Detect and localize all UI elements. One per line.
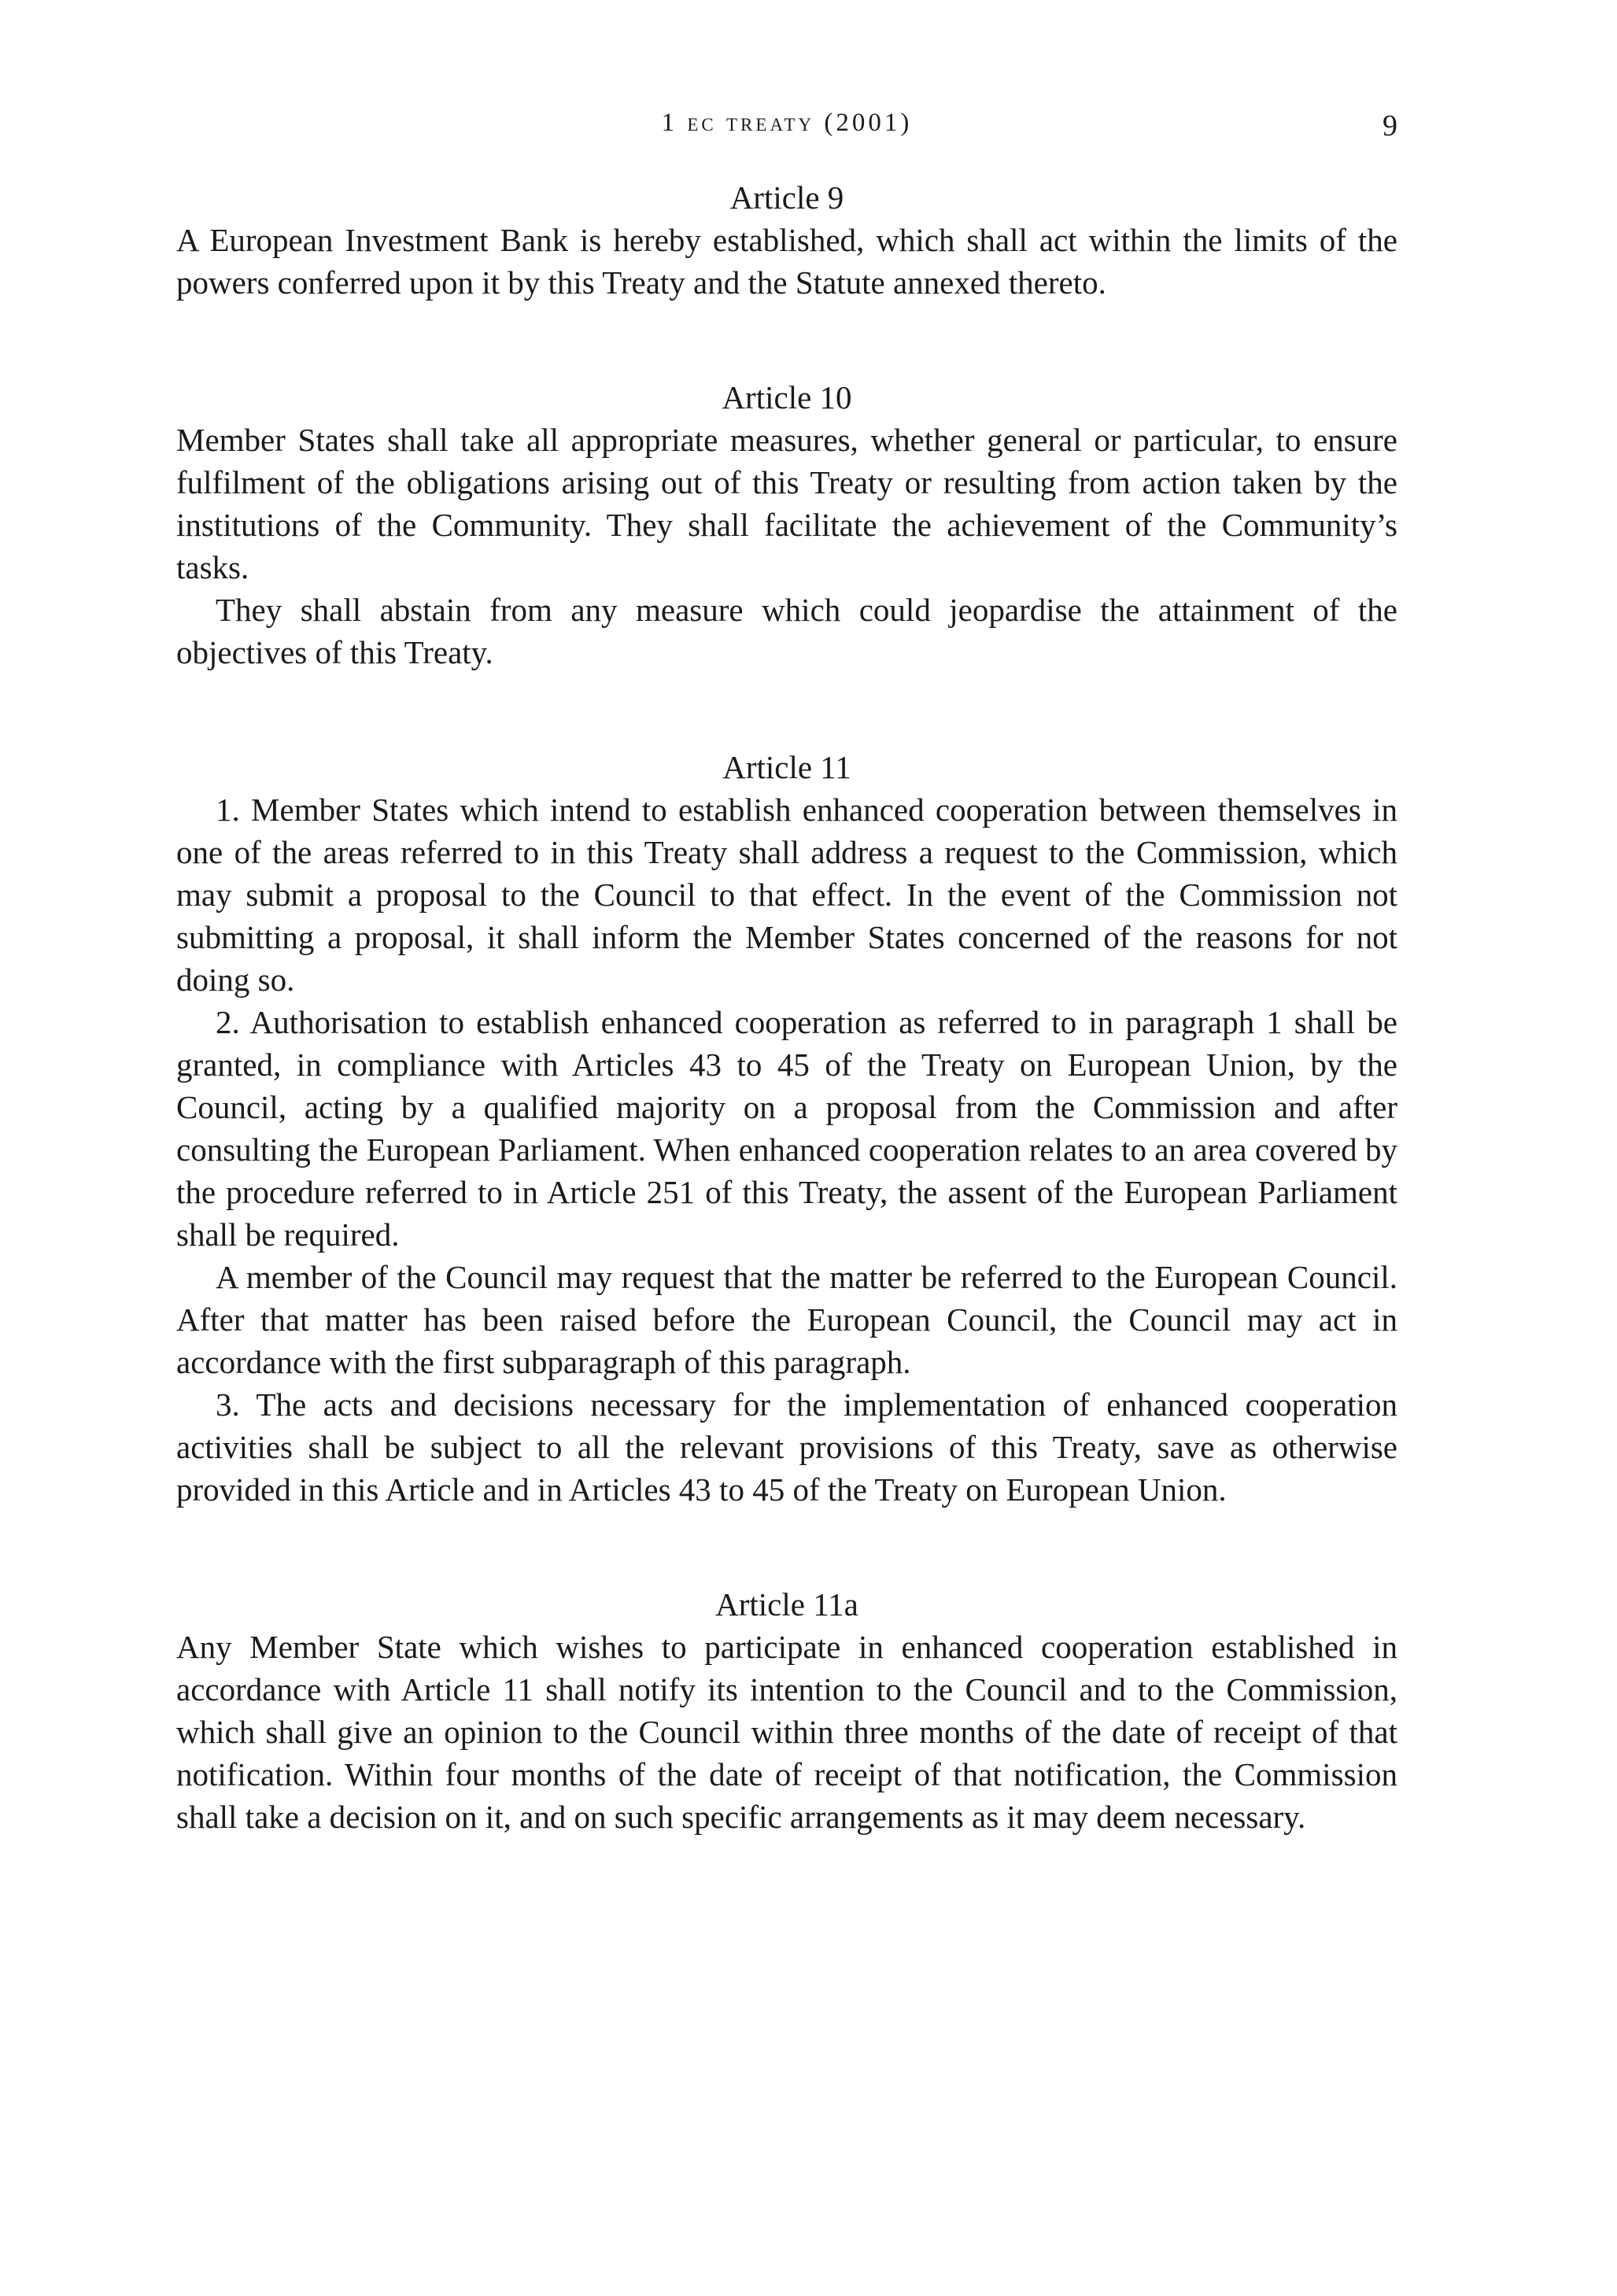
article-paragraph: A member of the Council may request that the matter be referred to the European Council. After that matter has been raised before the European Council, the Council may act in accordance with the first subparagraph of this paragraph. <box>176 1259 1397 1380</box>
article-paragraph: 1. Member States which intend to establish enhanced cooperation between themselves in one of the areas referred to in this Treaty shall address a request to the Commission, which may submit a proposal to the Council to that effect. In the event of the Commission not submitting a proposal, it shall inform the Member States concerned of the reasons for not doing so. <box>176 792 1397 998</box>
article-list <box>176 176 1397 1910</box>
article-heading: Article 11a <box>715 1586 858 1622</box>
document-page <box>176 0 1397 2296</box>
article-heading: Article 11 <box>722 749 851 785</box>
running-header <box>176 109 1397 148</box>
article-9 <box>176 176 1397 304</box>
article-10 <box>176 376 1397 674</box>
article-11 <box>176 746 1397 1511</box>
page-number: 9 <box>1383 109 1397 142</box>
article-paragraph: 2. Authorisation to establish enhanced cooperation as referred to in paragraph 1 shall be granted, in compliance with Articles 43 to 45 of the Treaty on European Union, by the Council, acting by a qualified majority on a proposal from the Commission and after consulting the European Parliament. When enhanced cooperation relates to an area covered by the procedure referred to in Article 251 of this Treaty, the assent of the European Parliament shall be required. <box>176 1004 1397 1253</box>
article-heading: Article 9 <box>729 179 844 216</box>
article-paragraph: Any Member State which wishes to participate in enhanced cooperation established in accordance with Article 11 shall notify its intention to the Council and to the Commission, which shall give an opinion to the Council within three months of the date of receipt of that notification. Within four months of the date of receipt of that notification, the Commission shall take a decision on it, and on such specific arrangements as it may deem necessary. <box>176 1629 1397 1835</box>
article-heading: Article 10 <box>722 379 852 415</box>
running-title: 1 ec treaty (2001) <box>661 109 913 137</box>
article-11a <box>176 1583 1397 1838</box>
article-paragraph: Member States shall take all appropriate measures, whether general or particular, to ensure fulfilment of the obligations arising out of this Treaty or resulting from action taken by the institutions of the Community. They shall facilitate the achievement of the Community’s tasks. <box>176 422 1397 585</box>
article-paragraph: 3. The acts and decisions necessary for the implementation of enhanced cooperation activities shall be subject to all the relevant provisions of this Treaty, save as otherwise provided in this Article and in Articles 43 to 45 of the Treaty on European Union. <box>176 1386 1397 1508</box>
article-paragraph: A European Investment Bank is hereby established, which shall act within the limits of the powers conferred upon it by this Treaty and the Statute annexed thereto. <box>176 222 1397 301</box>
article-paragraph: They shall abstain from any measure which could jeopardise the attainment of the objectives of this Treaty. <box>176 592 1397 670</box>
